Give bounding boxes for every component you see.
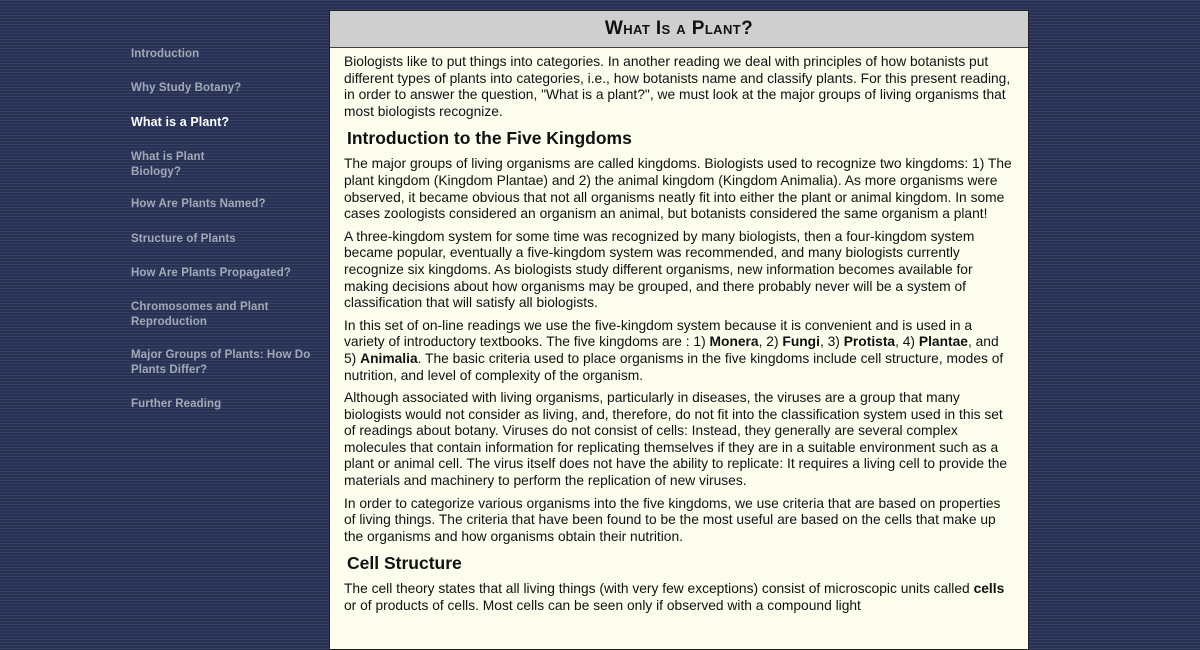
sidebar-item-structure-of-plants[interactable]: Structure of Plants <box>131 233 236 245</box>
paragraph-cell-theory <box>344 581 1014 614</box>
text-span: , 4) <box>895 334 919 350</box>
sidebar-item-chromosomes-and-plant-reproduction[interactable]: Chromosomes and Plant Reproduction <box>131 301 269 328</box>
title-bar <box>330 11 1028 48</box>
text-span: or of products of cells. Most cells can be seen only if observed with a compound light <box>344 598 861 614</box>
section-heading-five-kingdoms: Introduction to the Five Kingdoms <box>347 128 632 149</box>
sidebar-item-why-study-botany[interactable]: Why Study Botany? <box>131 82 242 94</box>
section-heading-cell-structure: Cell Structure <box>347 553 462 574</box>
sidebar-item-how-are-plants-named[interactable]: How Are Plants Named? <box>131 198 266 210</box>
paragraph-criteria: In order to categorize various organisms into the five kingdoms, we use criteria that are based on properties of living things. The criteria that have been found to be the most useful are based on the cells that make up the organisms and how organisms obtain their nutrition. <box>344 495 1001 544</box>
paragraph-five-kingdoms-list <box>344 318 1014 384</box>
sidebar-item-what-is-a-plant[interactable]: What is a Plant? <box>131 115 230 129</box>
page-title: What Is a Plant? <box>604 18 754 39</box>
kingdom-protista: Protista <box>843 334 896 350</box>
kingdom-plantae: Plantae <box>918 334 968 350</box>
kingdom-animalia: Animalia <box>360 350 418 366</box>
paragraph-kingdom-systems: A three-kingdom system for some time was recognized by many biologists, then a four-kingdom system became popular, eventually a five-kingdom system was recommended, and many biologists currently recognize six kingdoms. As biologists study different organisms, new information becomes available for making decisions about how organisms may be grouped, and there probably never will be a system of classification that will satisfy all biologists. <box>344 228 975 311</box>
text-span: The cell theory states that all living things (with very few exceptions) consist of microscopic units called <box>344 581 974 597</box>
sidebar-item-major-groups-of-plants[interactable]: Major Groups of Plants: How Do Plants Differ? <box>131 349 311 376</box>
sidebar-item-how-are-plants-propagated[interactable]: How Are Plants Propagated? <box>131 267 292 279</box>
term-cells: cells <box>973 581 1005 597</box>
kingdom-monera: Monera <box>709 334 759 350</box>
text-span: , 3) <box>819 334 844 350</box>
intro-paragraph: Biologists like to put things into categories. In another reading we deal with principles of how botanists put different types of plants into categories, i.e., how botanists name and classify plants. For this present reading, in order to answer the question, "What is a plant?", we must look at the major groups of living organisms that most biologists recognize. <box>344 54 1011 119</box>
text-span: , 2) <box>758 334 783 350</box>
sidebar-item-introduction[interactable]: Introduction <box>131 48 200 60</box>
paragraph-viruses: Although associated with living organisms, particularly in diseases, the viruses are a group that many biologists would not consider as living, and, therefore, do not fit into the classification system used in this set of readings about botany. Viruses do not consist of cells: Instead, they generally are several complex molecules that contain information for replicating themselves if they are in a suitable environment such as a plant or animal cell. The virus itself does not have the ability to replicate: It requires a living cell to provide the materials and machinery to perform the replication of new viruses. <box>344 390 1008 489</box>
paragraph-kingdoms-definition: The major groups of living organisms are called kingdoms. Biologists used to recognize two kingdoms: 1) The plant kingdom (Kingdom Plantae) and 2) the animal kingdom (Kingdom Animalia). As more organisms were observed, it became obvious that not all organisms neatly fit into either the plant or animal kingdom. In some cases zoologists considered an organism an animal, but botanists considered the same organism a plant! <box>344 156 1012 222</box>
article-panel <box>329 10 1029 650</box>
article-body <box>330 48 1028 615</box>
text-span: , and 5) <box>344 334 999 366</box>
sidebar-item-what-is-plant-biology[interactable]: What is Plant Biology? <box>131 151 205 178</box>
kingdom-fungi: Fungi <box>782 334 820 350</box>
sidebar-item-further-reading[interactable]: Further Reading <box>131 398 222 410</box>
text-span: In this set of on-line readings we use the five-kingdom system because it is convenient and is used in a variety of introductory textbooks. The five kingdoms are : 1) <box>344 317 973 350</box>
text-span: . The basic criteria used to place organisms in the five kingdoms include cell structure, modes of nutrition, and level of complexity of the organism. <box>344 350 1004 383</box>
